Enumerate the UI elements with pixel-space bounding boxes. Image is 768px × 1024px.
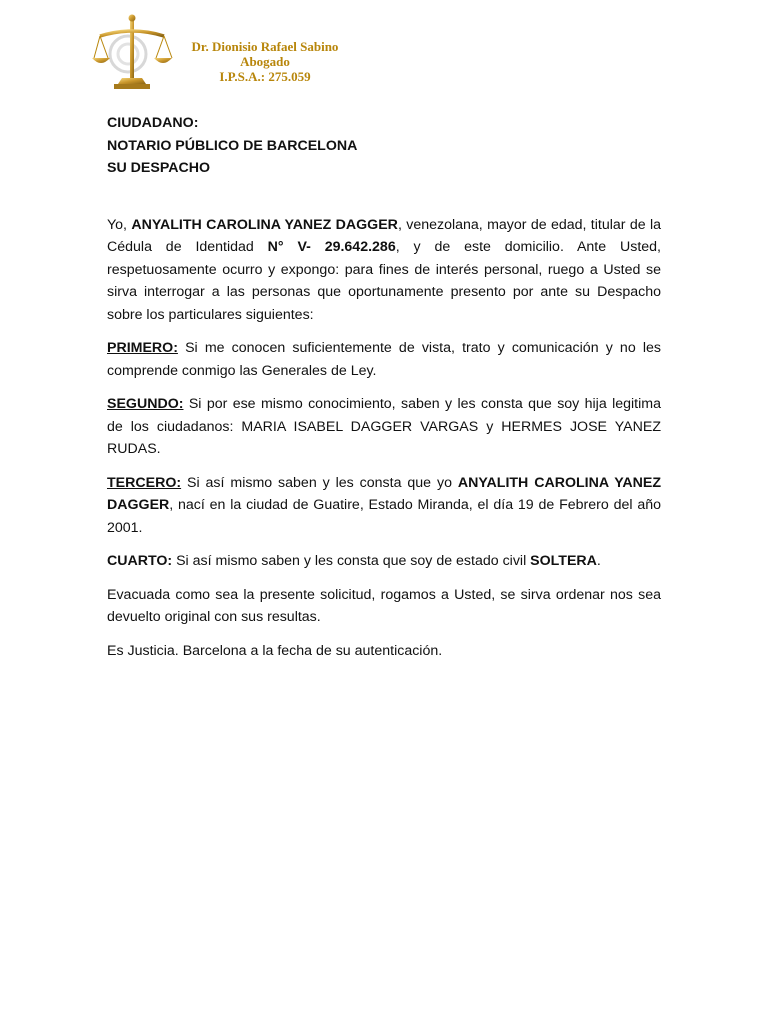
- intro-paragraph: [107, 214, 661, 327]
- cedula-number: N° V- 29.642.286: [267, 239, 396, 255]
- intro-text-2: , venezolana, mayor de edad, titular de la Cédula de Identidad: [107, 216, 661, 255]
- closing-paragraph-1: Evacuada como sea la presente solicitud, rogamos a Usted, se sirva ordenar nos sea devuelto original con sus resultas.: [107, 586, 661, 625]
- recipient-address: [107, 112, 661, 180]
- segundo-label: SEGUNDO:: [107, 396, 184, 412]
- tercero-paragraph: [107, 472, 661, 540]
- tercero-text-2: , nací en la ciudad de Guatire, Estado Miranda, el día 19 de Febrero del año 2001.: [107, 497, 661, 536]
- cuarto-text-1: Si así mismo saben y les consta que soy de estado civil: [172, 553, 531, 569]
- cuarto-text-2: .: [596, 553, 601, 569]
- intro-text-3: , y de este domicilio. Ante Usted, respetuosamente ocurro y expongo: para fines de interés personal, ruego a Usted se sirva interrogar a las personas que oportunamente presento por ante su Despacho sobre los particulares siguientes:: [107, 239, 661, 323]
- tercero-name: ANYALITH CAROLINA YANEZ DAGGER: [107, 474, 662, 513]
- document-body: [107, 112, 661, 662]
- tercero-label: TERCERO:: [107, 474, 182, 491]
- lawyer-ipsa: I.P.S.A.: 275.059: [219, 69, 311, 84]
- lawyer-title: Abogado: [240, 54, 290, 69]
- closing-paragraph-2: Es Justicia. Barcelona a la fecha de su autenticación.: [107, 642, 443, 659]
- address-line-2: NOTARIO PÚBLICO DE BARCELONA: [107, 137, 358, 154]
- applicant-name: ANYALITH CAROLINA YANEZ DAGGER: [131, 216, 398, 233]
- civil-status: SOLTERA: [530, 553, 597, 569]
- letterhead-text: [170, 39, 360, 84]
- address-line-3: SU DESPACHO: [107, 160, 211, 176]
- primero-label: PRIMERO:: [107, 340, 178, 356]
- cuarto-label: CUARTO:: [107, 553, 173, 569]
- segundo-paragraph: [107, 393, 661, 461]
- address-line-1: CIUDADANO:: [107, 115, 199, 131]
- primero-text: Si me conocen suficientemente de vista, trato y comunicación y no les comprende conmigo las Generales de Ley.: [107, 340, 661, 379]
- segundo-text: Si por ese mismo conocimiento, saben y les consta que soy hija legitima de los ciudadanos: MARIA ISABEL DAGGER VARGAS y HERMES JOSE YANEZ RUDAS.: [107, 396, 661, 457]
- lawyer-name: Dr. Dionisio Rafael Sabino: [191, 39, 339, 54]
- scales-of-justice-icon: [92, 12, 178, 96]
- intro-text-1: Yo,: [107, 216, 132, 233]
- primero-paragraph: [107, 337, 661, 382]
- tercero-text-1: Si así mismo saben y les consta que yo: [181, 474, 458, 491]
- cuarto-paragraph: [107, 550, 661, 573]
- letterhead: [92, 12, 362, 102]
